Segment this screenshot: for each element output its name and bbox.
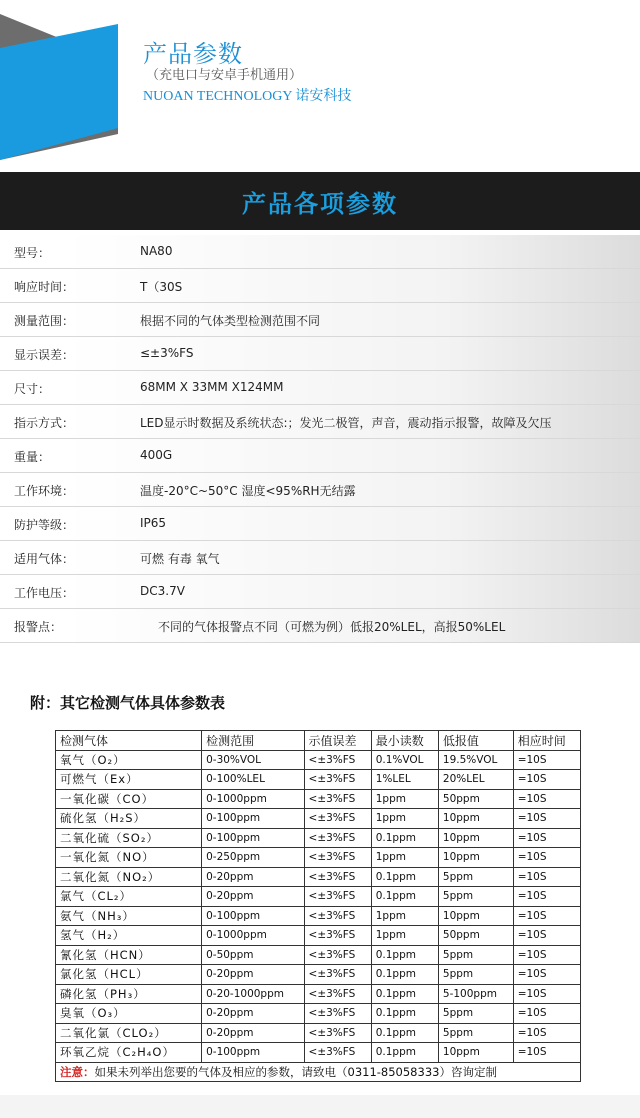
table-cell: 磷化氢（PH₃） [56, 984, 202, 1004]
table-header-cell: 相应时间 [513, 731, 580, 751]
table-cell: <±3%FS [304, 887, 371, 907]
table-cell: =10S [513, 809, 580, 829]
table-cell: =10S [513, 926, 580, 946]
param-row [0, 405, 640, 439]
table-cell: <±3%FS [304, 906, 371, 926]
table-cell: 0-50ppm [202, 945, 304, 965]
table-cell: 5ppm [438, 887, 513, 907]
table-cell: <±3%FS [304, 848, 371, 868]
table-cell: 0-30%VOL [202, 750, 304, 770]
table-cell: 0.1ppm [371, 965, 438, 985]
param-row [0, 473, 640, 507]
table-cell: 0.1ppm [371, 1023, 438, 1043]
banner-title: 产品各项参数 [242, 189, 398, 218]
table-cell: 0-1000ppm [202, 926, 304, 946]
table-cell: 可燃气（Ex） [56, 770, 202, 790]
param-value: 68MM X 33MM X124MM [140, 380, 284, 394]
table-cell: =10S [513, 887, 580, 907]
param-row [0, 439, 640, 473]
param-row [0, 235, 640, 269]
note-label: 注意： [60, 1064, 95, 1079]
table-cell: 1%LEL [371, 770, 438, 790]
table-cell: 5ppm [438, 965, 513, 985]
table-cell: 0.1ppm [371, 828, 438, 848]
table-cell: 臭氧（O₃） [56, 1004, 202, 1024]
table-note-row [56, 1062, 581, 1082]
param-value: NA80 [140, 244, 173, 258]
table-cell: 10ppm [438, 1043, 513, 1063]
param-row [0, 269, 640, 303]
table-cell: 5ppm [438, 867, 513, 887]
table-cell: 一氧化碳（CO） [56, 789, 202, 809]
table-row [56, 945, 581, 965]
table-cell: 0-100ppm [202, 906, 304, 926]
table-row [56, 926, 581, 946]
table-cell: 氧气（O₂） [56, 750, 202, 770]
table-header-cell: 检测气体 [56, 731, 202, 751]
table-cell: =10S [513, 945, 580, 965]
param-row [0, 575, 640, 609]
table-row [56, 770, 581, 790]
table-cell: <±3%FS [304, 1004, 371, 1024]
table-row [56, 867, 581, 887]
section-banner [0, 172, 640, 230]
param-label: 响应时间： [14, 280, 75, 294]
param-label: 型号： [14, 246, 51, 260]
table-cell: 0-100ppm [202, 1043, 304, 1063]
table-cell: 0.1%VOL [371, 750, 438, 770]
param-value: 不同的气体报警点不同（可燃为例）低报20%LEL，高报50%LEL [158, 620, 506, 634]
param-row [0, 371, 640, 405]
param-label: 测量范围： [14, 314, 75, 328]
table-cell: 1ppm [371, 789, 438, 809]
table-cell: 5-100ppm [438, 984, 513, 1004]
table-row [56, 828, 581, 848]
table-cell: 氨气（NH₃） [56, 906, 202, 926]
table-header-cell: 示值误差 [304, 731, 371, 751]
param-row [0, 337, 640, 371]
table-cell: 二氧化硫（SO₂） [56, 828, 202, 848]
table-cell: 0.1ppm [371, 984, 438, 1004]
table-cell: 硫化氢（H₂S） [56, 809, 202, 829]
table-cell: 1ppm [371, 906, 438, 926]
table-cell: 10ppm [438, 848, 513, 868]
table-cell: 5ppm [438, 1023, 513, 1043]
table-row [56, 887, 581, 907]
table-cell: 0.1ppm [371, 867, 438, 887]
table-cell: 20%LEL [438, 770, 513, 790]
page-subtitle: （充电口与安卓手机通用） [146, 68, 303, 83]
table-header-row [56, 731, 581, 751]
table-cell: =10S [513, 750, 580, 770]
table-cell: <±3%FS [304, 945, 371, 965]
table-cell: 二氧化氮（NO₂） [56, 867, 202, 887]
table-cell: 10ppm [438, 828, 513, 848]
annex-title: 附：其它检测气体具体参数表 [30, 694, 226, 712]
table-cell: 二氧化氯（CLO₂） [56, 1023, 202, 1043]
table-cell: <±3%FS [304, 828, 371, 848]
table-cell: 氰化氢（HCN） [56, 945, 202, 965]
param-label: 尺寸： [14, 382, 51, 396]
param-label: 防护等级： [14, 518, 75, 532]
table-cell: 0.1ppm [371, 1043, 438, 1063]
table-cell: <±3%FS [304, 750, 371, 770]
table-cell: 50ppm [438, 926, 513, 946]
param-label: 重量： [14, 450, 51, 464]
brand-name: NUOAN TECHNOLOGY 诺安科技 [143, 89, 352, 104]
table-cell: 0-20ppm [202, 965, 304, 985]
table-row [56, 1023, 581, 1043]
param-value: 根据不同的气体类型检测范围不同 [140, 314, 321, 328]
table-cell: =10S [513, 1023, 580, 1043]
param-label: 工作电压： [14, 586, 75, 600]
table-cell: 5ppm [438, 1004, 513, 1024]
param-value: 温度-20°C~50°C 湿度<95%RH无结露 [140, 484, 356, 498]
table-cell: 1ppm [371, 809, 438, 829]
table-cell: 0-20ppm [202, 1004, 304, 1024]
table-cell: <±3%FS [304, 1043, 371, 1063]
page-title: 产品参数 [143, 40, 243, 68]
table-cell: 环氧乙烷（C₂H₄O） [56, 1043, 202, 1063]
param-value: LED显示时数据及系统状态:；发光二极管，声音，震动指示报警，故障及欠压 [140, 416, 552, 430]
table-cell: 50ppm [438, 789, 513, 809]
table-cell: 氯化氢（HCL） [56, 965, 202, 985]
table-cell: 10ppm [438, 809, 513, 829]
table-cell: =10S [513, 828, 580, 848]
param-value: 可燃 有毒 氧气 [140, 552, 220, 566]
table-cell: =10S [513, 906, 580, 926]
table-row [56, 848, 581, 868]
table-cell: 氯气（CL₂） [56, 887, 202, 907]
table-header-cell: 检测范围 [202, 731, 304, 751]
table-cell: <±3%FS [304, 1023, 371, 1043]
table-cell: 0.1ppm [371, 1004, 438, 1024]
table-cell: <±3%FS [304, 926, 371, 946]
table-cell: 0.1ppm [371, 887, 438, 907]
table-row [56, 965, 581, 985]
param-row [0, 541, 640, 575]
table-row [56, 789, 581, 809]
table-cell: =10S [513, 867, 580, 887]
table-cell: <±3%FS [304, 965, 371, 985]
table-cell: 0-1000ppm [202, 789, 304, 809]
table-row [56, 1043, 581, 1063]
param-value: 400G [140, 448, 173, 462]
table-row [56, 984, 581, 1004]
params-list [0, 235, 640, 643]
param-label: 工作环境： [14, 484, 75, 498]
table-cell: =10S [513, 1043, 580, 1063]
table-row [56, 809, 581, 829]
note-text: 如果未列举出您要的气体及相应的参数，请致电（0311-85058333）咨询定制 [94, 1064, 497, 1079]
param-value: IP65 [140, 516, 167, 530]
table-cell: 0-100%LEL [202, 770, 304, 790]
table-cell: 0-20ppm [202, 1023, 304, 1043]
table-cell: =10S [513, 1004, 580, 1024]
table-cell: 10ppm [438, 906, 513, 926]
table-cell: =10S [513, 789, 580, 809]
table-cell: 氢气（H₂） [56, 926, 202, 946]
table-cell: 19.5%VOL [438, 750, 513, 770]
page-footer-strip [0, 1095, 640, 1118]
table-cell: 0-250ppm [202, 848, 304, 868]
table-cell: 5ppm [438, 945, 513, 965]
blue-shape [0, 24, 118, 160]
param-label: 显示误差： [14, 348, 75, 362]
table-cell: 0-20ppm [202, 887, 304, 907]
table-cell: <±3%FS [304, 770, 371, 790]
table-header-cell: 最小读数 [371, 731, 438, 751]
param-value: DC3.7V [140, 584, 185, 598]
table-cell: <±3%FS [304, 789, 371, 809]
table-cell: 1ppm [371, 926, 438, 946]
table-cell: 1ppm [371, 848, 438, 868]
param-value: ≤±3%FS [140, 346, 194, 360]
table-cell: =10S [513, 848, 580, 868]
table-cell: =10S [513, 770, 580, 790]
table-cell: 0.1ppm [371, 945, 438, 965]
table-header-cell: 低报值 [438, 731, 513, 751]
table-cell: <±3%FS [304, 984, 371, 1004]
param-label: 适用气体： [14, 552, 75, 566]
table-cell: 0-100ppm [202, 809, 304, 829]
table-cell: <±3%FS [304, 867, 371, 887]
table-cell: 0-100ppm [202, 828, 304, 848]
table-cell: 一氧化氮（NO） [56, 848, 202, 868]
table-row [56, 906, 581, 926]
param-value: T（30S [140, 280, 183, 294]
param-label: 指示方式： [14, 416, 75, 430]
param-row [0, 507, 640, 541]
param-row [0, 609, 640, 643]
table-cell: =10S [513, 965, 580, 985]
table-cell: <±3%FS [304, 809, 371, 829]
param-row [0, 303, 640, 337]
gas-parameter-table [55, 730, 581, 1082]
table-cell: =10S [513, 984, 580, 1004]
table-cell: 0-20ppm [202, 867, 304, 887]
table-cell: 0-20-1000ppm [202, 984, 304, 1004]
param-label: 报警点： [14, 620, 63, 634]
table-row [56, 1004, 581, 1024]
table-row [56, 750, 581, 770]
header [0, 0, 640, 172]
